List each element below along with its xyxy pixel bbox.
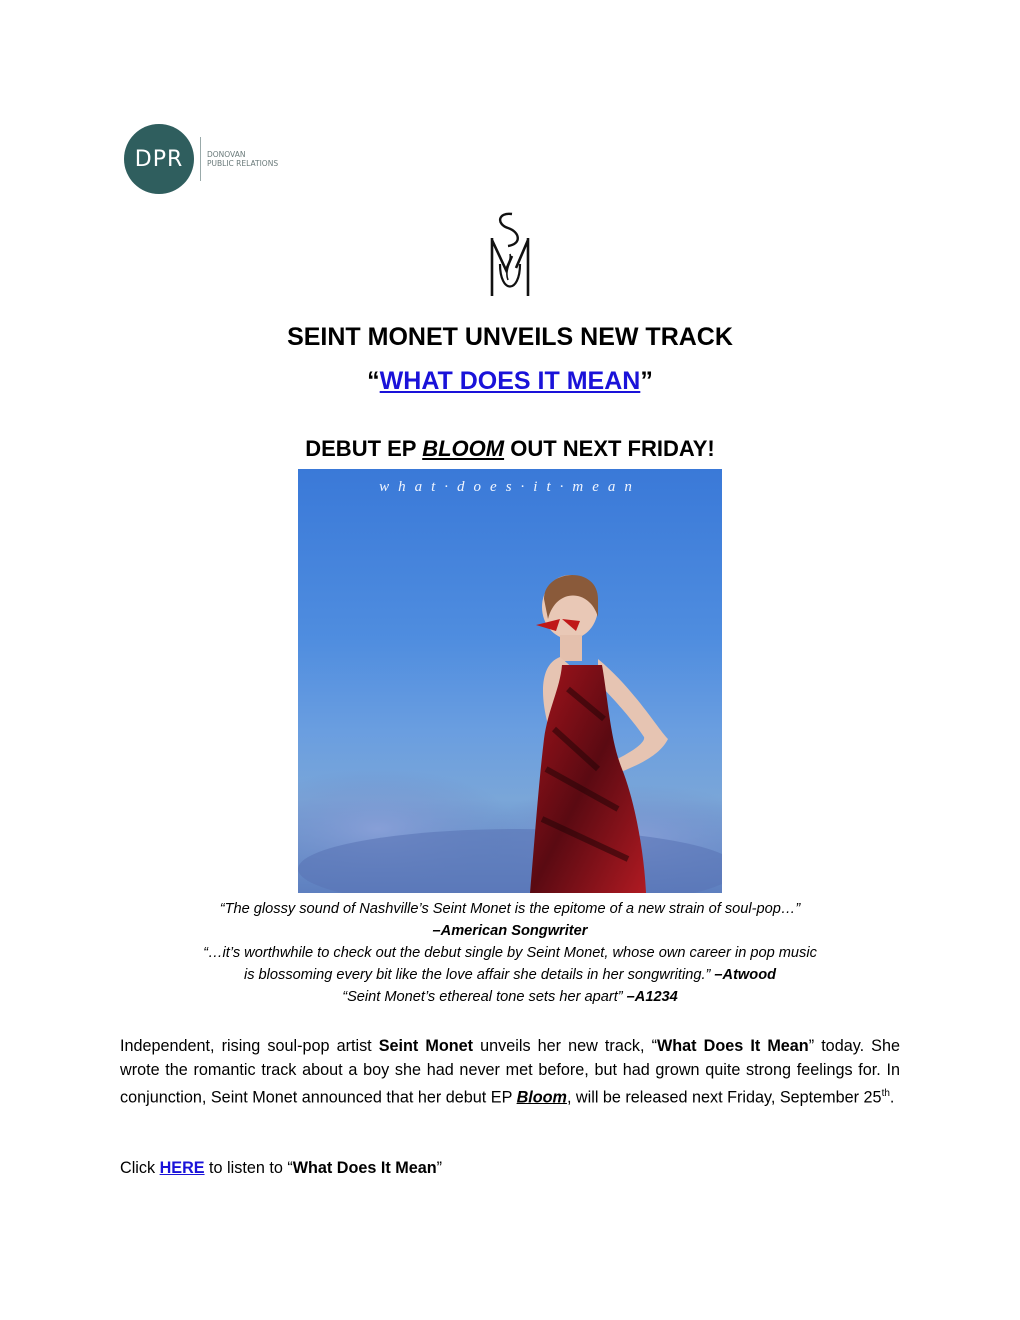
album-cover [298,469,722,893]
quote-3: “Seint Monet’s ethereal tone sets her apart” [342,989,627,1005]
quote-2-line1: “…it’s worthwhile to check out the debut single by Seint Monet, whose own career in pop music [203,945,817,961]
quote-2-line2: is blossoming every bit like the love affair she details in her songwriting.” [243,967,715,983]
artist-name: Seint Monet [378,1037,474,1055]
quote-open: “ [367,367,380,395]
logo-name-line1: DONOVAN [207,150,246,159]
logo-wordmark [207,150,278,168]
quote-1-source: –American Songwriter [432,923,588,939]
dpr-logo [124,124,278,194]
logo-name-line2: PUBLIC RELATIONS [207,159,279,168]
track-link[interactable]: WHAT DOES IT MEAN [379,367,641,395]
headline-track [0,366,1020,396]
ep-sub-title: BLOOM [422,436,505,461]
here-link[interactable]: HERE [159,1159,205,1177]
click-pre: Click [120,1159,160,1177]
track-name: What Does It Mean [657,1037,809,1055]
headline-main: SEINT MONET UNVEILS NEW TRACK [287,323,733,351]
body-text-4: , will be released next Friday, September 25 [566,1088,882,1107]
cover-artwork [298,469,722,893]
press-quotes [0,898,1020,1008]
headline-ep [0,434,1020,464]
logo-circle [124,124,194,194]
ep-sub-pre: DEBUT EP [305,436,423,461]
body-text-1: Independent, rising soul-pop artist [120,1037,379,1055]
ep-name: Bloom [516,1088,567,1107]
body-text-3: ” today. She wrote the romantic track about a boy she had never met before, but had grown quite strong feelings for. In conjunction, Seint Monet announced that her debut EP [120,1037,900,1107]
quote-2-source: –Atwood [714,967,777,983]
click-track: What Does It Mean [292,1159,437,1177]
quote-close: ” [640,367,653,395]
body-paragraph [120,1034,900,1109]
body-text-5: . [889,1088,895,1107]
quote-3-source: –A1234 [626,989,678,1005]
click-mid: to listen to “ [204,1159,293,1177]
logo-divider [200,137,201,181]
listen-line [120,1156,442,1180]
ep-sub-post: OUT NEXT FRIDAY! [504,436,715,461]
logo-initials: DPR [134,146,184,172]
sm-monogram-icon [478,210,542,306]
quote-1: “The glossy sound of Nashville’s Seint Monet is the epitome of a new strain of soul-pop…” [219,901,801,917]
date-suffix: th [881,1088,890,1099]
click-post: ” [436,1159,443,1177]
body-text-2: unveils her new track, “ [473,1037,657,1055]
cover-title: what·does·it·mean [379,479,641,495]
